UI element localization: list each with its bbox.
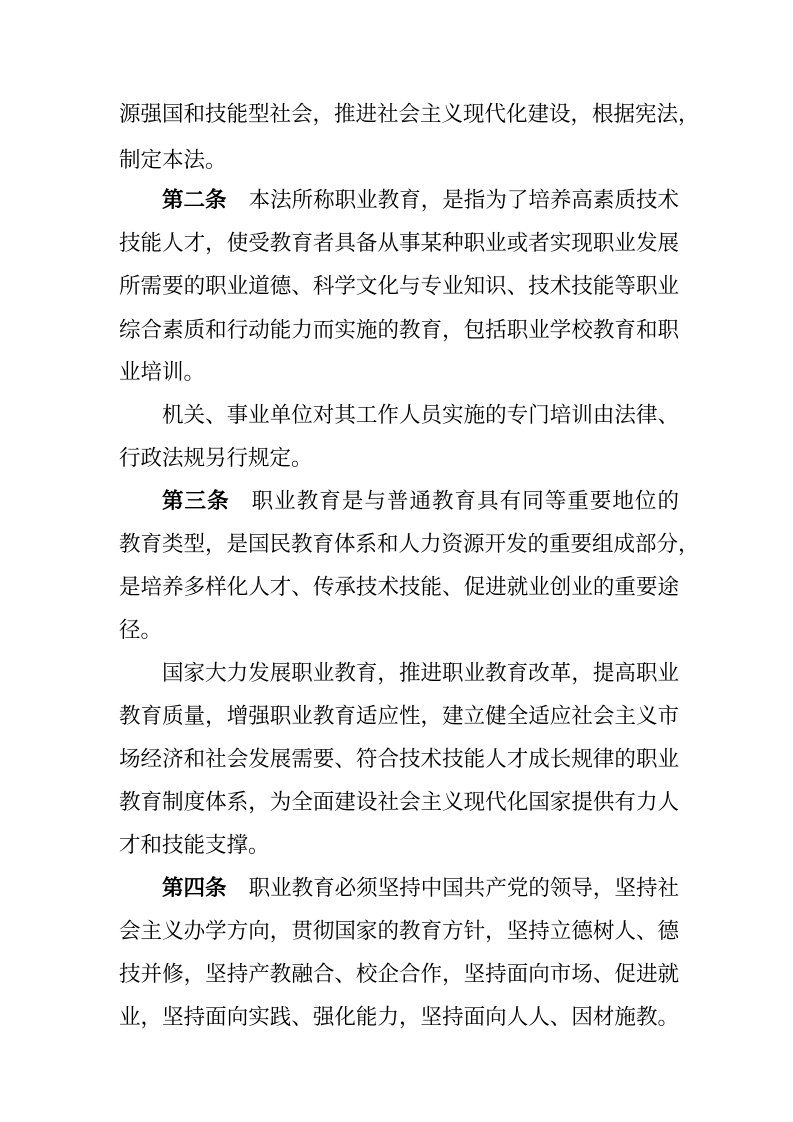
text-line: 才和技能支撑。 <box>119 833 270 858</box>
text-line: 业，坚持面向实践、强化能力，坚持面向人人、因材施教。 <box>119 1005 679 1030</box>
text-line: 源强国和技能型社会，推进社会主义现代化建设，根据宪法， <box>119 102 700 127</box>
text-segment: 职业教育是与普通教育具有同等重要地位的 <box>251 489 679 514</box>
text-line: 会主义办学方向，贯彻国家的教育方针，坚持立德树人、德 <box>119 919 679 944</box>
text-line: 技并修，坚持产教融合、校企合作，坚持面向市场、促进就 <box>119 962 679 987</box>
text-segment: 本法所称职业教育，是指为了培养高素质技术 <box>248 188 679 213</box>
text-segment: 职业教育必须坚持中国共产党的领导，坚持社 <box>248 876 679 901</box>
text-line: 机关、事业单位对其工作人员实施的专门培训由法律、 <box>162 403 679 428</box>
text-line: 制定本法。 <box>119 148 227 173</box>
article-heading: 第二条 <box>162 188 227 213</box>
text-line: 技能人才，使受教育者具备从事某种职业或者实现职业发展 <box>119 231 679 256</box>
text-line: 所需要的职业道德、科学文化与专业知识、技术技能等职业 <box>119 274 679 299</box>
text-line: 教育制度体系，为全面建设社会主义现代化国家提供有力人 <box>119 790 679 815</box>
article-line <box>162 874 679 904</box>
text-line: 业培训。 <box>119 360 206 385</box>
article-line <box>162 487 679 517</box>
article-heading: 第四条 <box>162 876 227 901</box>
text-line: 是培养多样化人才、传承技术技能、促进就业创业的重要途 <box>119 575 679 600</box>
text-line: 教育类型，是国民教育体系和人力资源开发的重要组成部分， <box>119 532 700 557</box>
text-line: 教育质量，增强职业教育适应性，建立健全适应社会主义市 <box>119 704 679 729</box>
article-line <box>162 186 679 216</box>
text-line: 综合素质和行动能力而实施的教育，包括职业学校教育和职 <box>119 318 679 343</box>
text-line: 行政法规另行规定。 <box>119 446 313 471</box>
text-line: 径。 <box>119 618 163 643</box>
text-line: 场经济和社会发展需要、符合技术技能人才成长规律的职业 <box>119 747 679 772</box>
text-line: 国家大力发展职业教育，推进职业教育改革，提高职业 <box>162 661 679 686</box>
article-heading: 第三条 <box>162 489 230 514</box>
